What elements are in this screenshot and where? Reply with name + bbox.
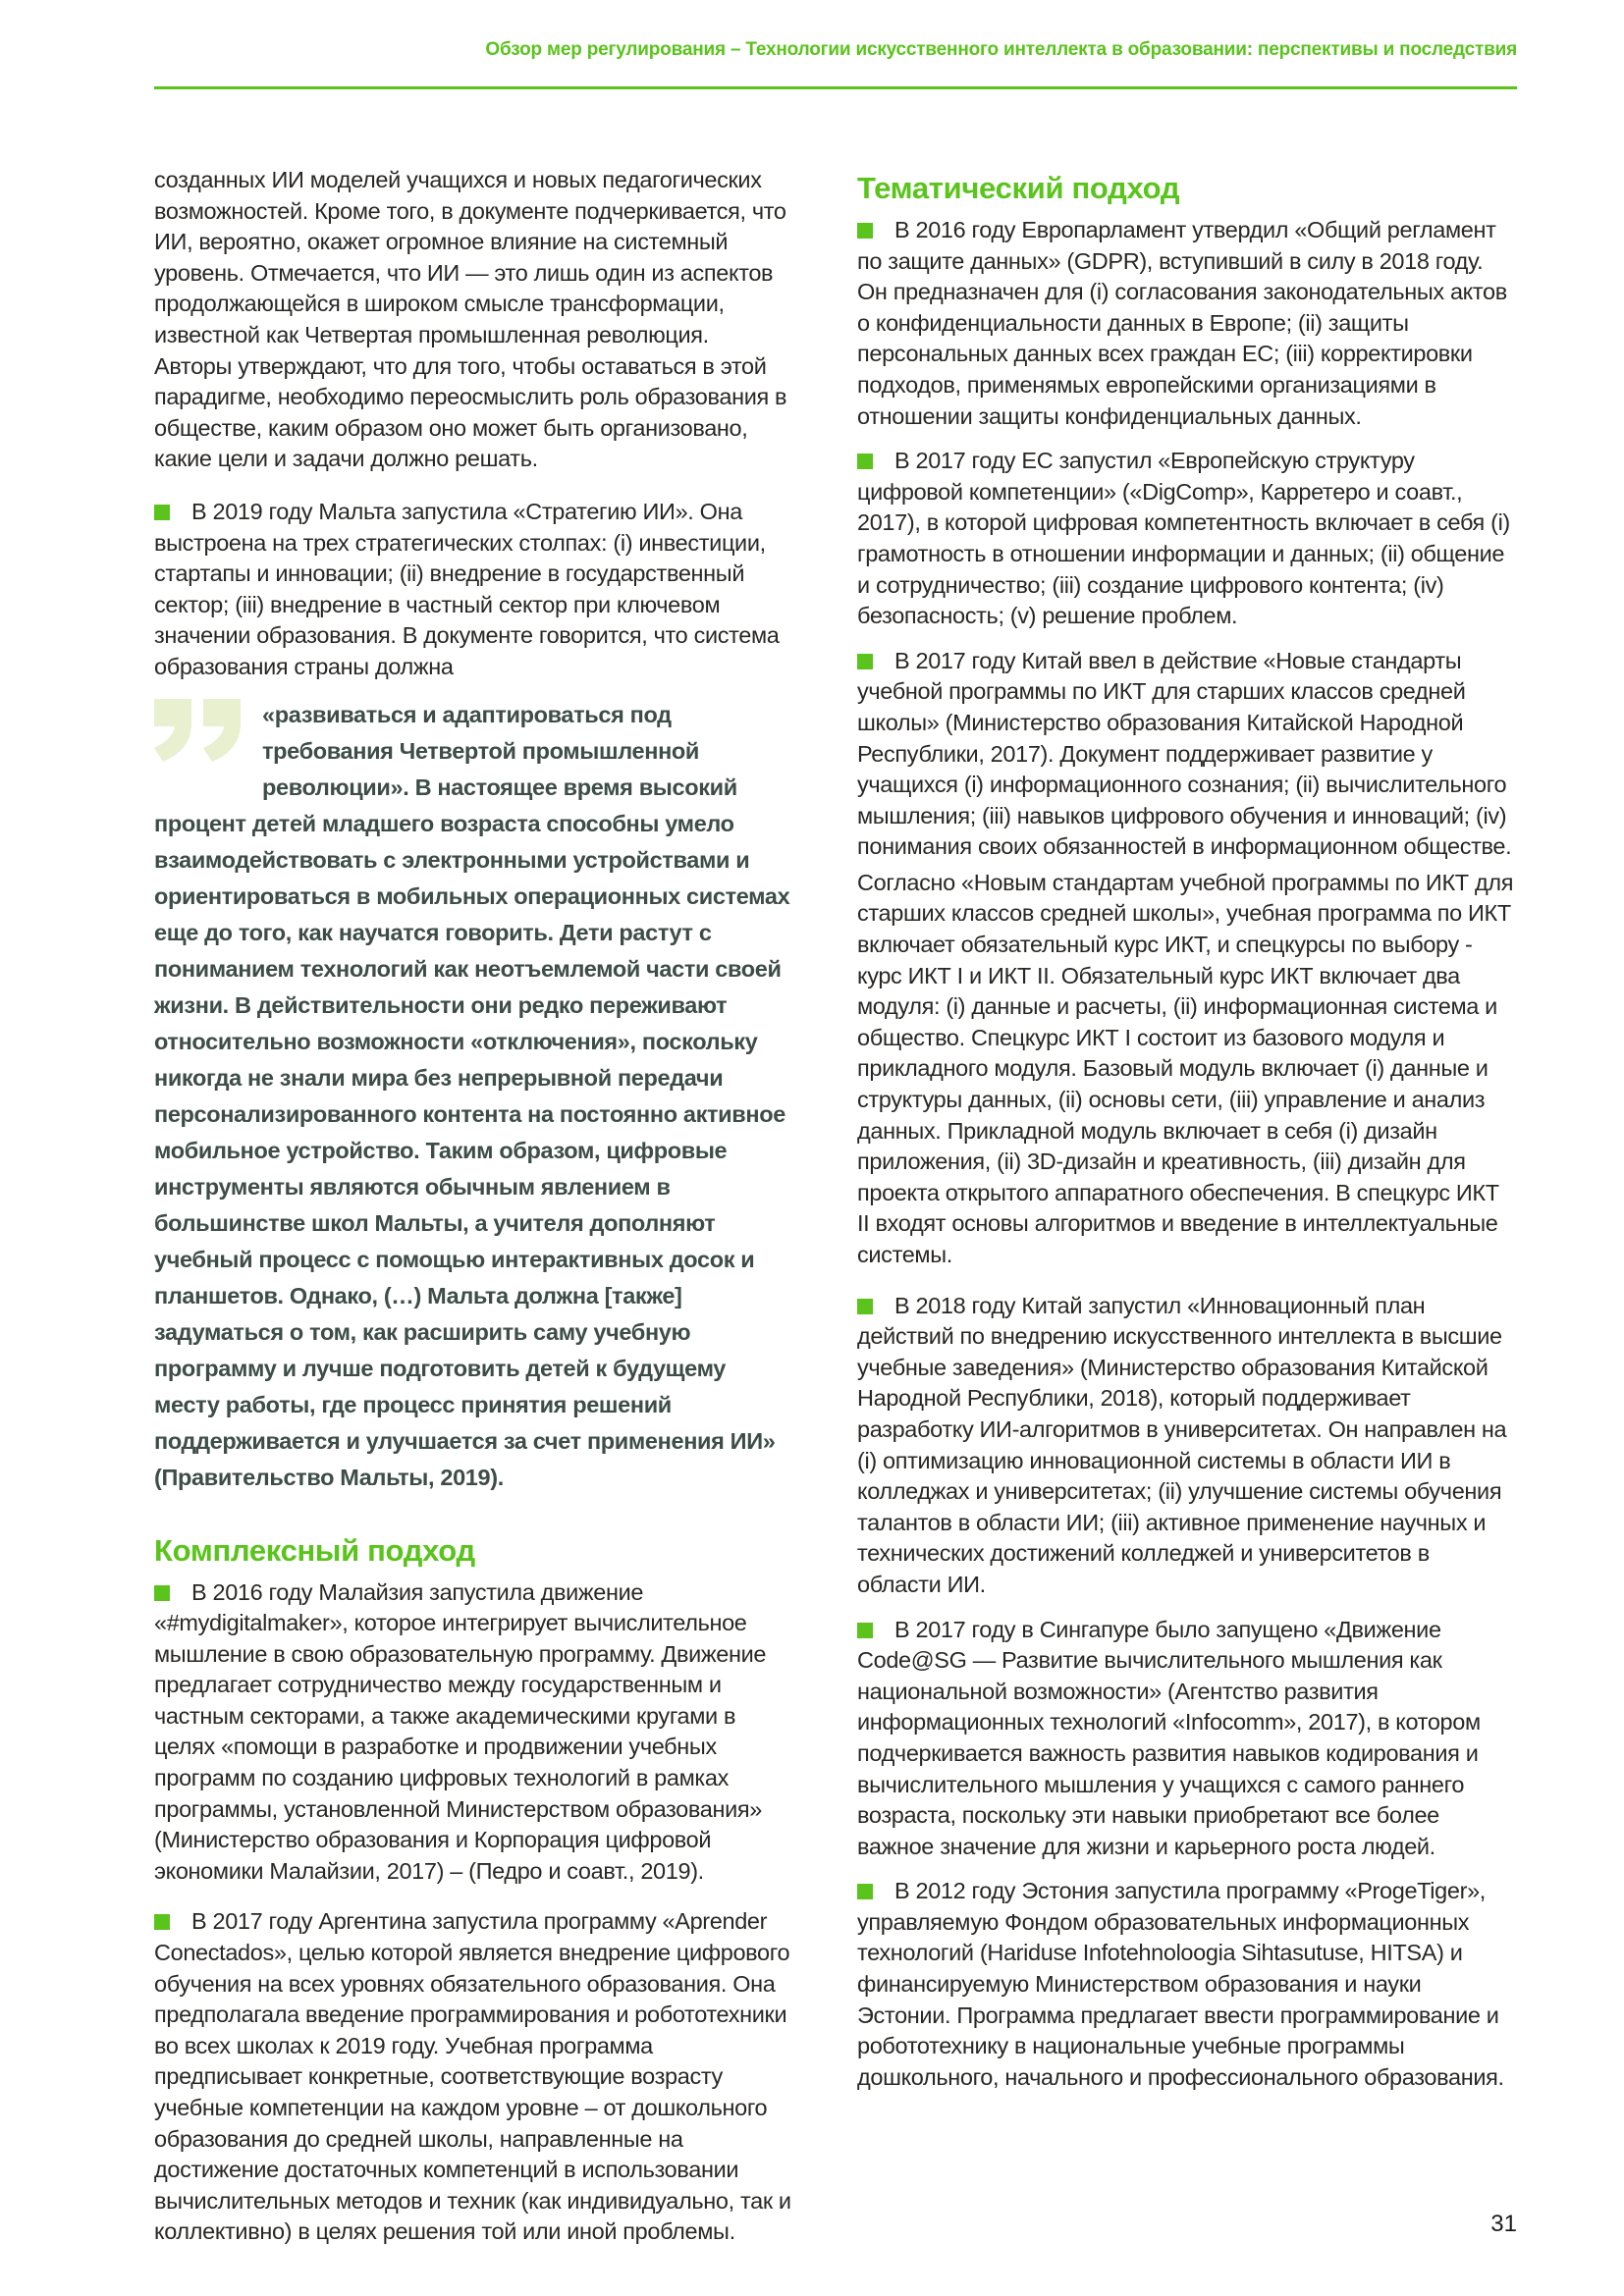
header-rule [154,86,1517,89]
paragraph-text: В 2012 году Эстония запустила программу «ProgeTiger», управляемую Фондом образовательных информационных технологий (Hariduse Infotehnoloogia Sihtasutuse, HITSA) и финансируемую Министерством образования и науки Эстонии. Программа предлагает ввести программирование и робототехнику в национальные учебные программы дошкольного, начального и профессионального образования. [857,1878,1504,2090]
bullet-item-gdpr [857,215,1517,432]
bullet-item-argentina [154,1906,792,2248]
bullet-square-icon [857,223,873,239]
running-title: Обзор мер регулирования – Технологии искусственного интеллекта в образовании: перспективы и последствия [485,39,1517,60]
paragraph-text: В 2017 году ЕС запустил «Европейскую структуру цифровой компетенции» («DigComp», Карретеро и соавт., 2017), в которой цифровая компетентность включает в себя (i) грамотность в отношении информации и данных; (ii) общение и сотрудничество; (iii) создание цифрового контента; (iv) безопасность; (v) решение проблем. [857,448,1510,629]
pull-quote [154,697,792,1496]
bullet-square-icon [857,1884,873,1899]
paragraph-text: В 2018 году Китай запустил «Инновационный план действий по внедрению искусственного интеллекта в высшие учебные заведения» (Министерство образования Китайской Народной Республики, 2018), который поддерживает разработку ИИ-алгоритмов в университетах. Он направлен на (i) оптимизацию инновационной системы в области ИИ в колледжах и университетах; (ii) улучшение системы обучения талантов в области ИИ; (iii) активное применение научных и технических достижений колледжей и университетов в области ИИ. [857,1292,1507,1597]
paragraph-text: В 2019 году Мальта запустила «Стратегию ИИ». Она выстроена на трех стратегических столпах: (i) инвестиции, стартапы и инновации; (ii) внедрение в государственный сектор; (iii) внедрение в частный сектор при ключевом значении образования. В документе говорится, что система образования страны должна [154,498,780,679]
bullet-item-estonia [857,1876,1517,2093]
bullet-item-china-ict [857,646,1517,863]
bullet-square-icon [154,1914,170,1930]
left-column [154,165,792,2248]
bullet-square-icon [857,1623,873,1638]
paragraph-text: В 2017 году Аргентина запустила программу «Aprender Conectados», целью которой является внедрение цифрового обучения на всех уровнях обязательного образования. Она предполагала введение программирования и робототехники во всех школах к 2019 году. Учебная программа предписывает конкретные, соответствующие возрасту учебные компетенции на каждом уровне – от дошкольного образования до средней школы, направленные на достижение достаточных компетенций в использовании вычислительных методов и техник (как индивидуально, так и коллективно) в целях решения той или иной проблемы. [154,1908,791,2245]
paragraph-text: В 2016 году Малайзия запустила движение «#mydigitalmaker», которое интегрирует вычислительное мышление в свою образовательную программу. Движение предлагает сотрудничество между государственным и частным секторами, а также академическими кругами в целях «помощи в разработке и продвижении учебных программ по созданию цифровых технологий в рамках программы, установленной Министерством образования» (Министерство образования и Корпорация цифровой экономики Малайзии, 2017) – (Педро и соавт., 2019). [154,1578,767,1884]
quote-text: «развиваться и адаптироваться под требования Четвертой промышленной революции». В настоящее время высокий процент детей младшего возраста способны умело взаимодействовать с электронными устройствами и ориентироваться в мобильных операционных системах еще до того, как научатся говорить. Дети растут с пониманием технологий как неотъемлемой части своей жизни. В действительности они редко переживают относительно возможности «отключения», поскольку никогда не знали мира без непрерывной передачи персонализированного контента на постоянно активное мобильное устройство. Таким образом, цифровые инструменты являются обычным явлением в большинстве школ Мальты, а учителя дополняют учебный процесс с помощью интерактивных досок и планшетов. Однако, (…) Мальта должна [также] задуматься о том, как расширить саму учебную программу и лучше подготовить детей к будущему месту работы, где процесс принятия решений поддерживается и улучшается за счет применения ИИ» (Правительство Мальты, 2019). [154,701,790,1490]
quote-mark-icon [154,697,262,774]
right-column [857,165,1517,2093]
bullet-square-icon [857,1299,873,1314]
intro-paragraph: созданных ИИ моделей учащихся и новых педагогических возможностей. Кроме того, в документе подчеркивается, что ИИ, вероятно, окажет огромное влияние на системный уровень. Отмечается, что ИИ — это лишь один из аспектов продолжающейся в широком смысле трансформации, известной как Четвертая промышленная революция. Авторы утверждают, что для того, чтобы оставаться в этой парадигме, необходимо переосмыслить роль образования в обществе, каким образом оно может быть организовано, какие цели и задачи должно решать. [154,167,787,472]
paragraph-text: В 2016 году Европарламент утвердил «Общий регламент по защите данных» (GDPR), вступивший в силу в 2018 году. Он предназначен для (i) согласования законодательных актов о конфиденциальности данных в Европе; (ii) защиты персональных данных всех граждан ЕС; (iii) корректировки подходов, применямых европейскими организациями в отношении защиты конфиденциальных данных. [857,217,1507,429]
bullet-square-icon [154,505,170,520]
section-heading-complex-approach: Комплексный подход [154,1532,475,1568]
bullet-item-malaysia [154,1577,792,1888]
china-ict-detail-paragraph: Согласно «Новым стандартам учебной программы по ИКТ для старших классов средней школы», учебная программа по ИКТ включает обязательный курс ИКТ, и спецкурсы по выбору - курс ИКТ I и ИКТ II. Обязательный курс ИКТ включает два модуля: (i) данные и расчеты, (ii) информационная система и общество. Спецкурс ИКТ I состоит из базового модуля и прикладного модуля. Базовый модуль включает (i) данные и структуры данных, (ii) основы сети, (iii) управление и анализ данных. Прикладной модуль включает в себя (i) дизайн приложения, (ii) 3D-дизайн и креативность, (iii) дизайн для проекта открытого аппаратного обеспечения. В спецкурс ИКТ II входят основы алгоритмов и введение в интеллектуальные системы. [857,869,1514,1267]
bullet-square-icon [857,654,873,669]
bullet-square-icon [154,1585,170,1601]
bullet-square-icon [857,454,873,469]
bullet-item-digcomp [857,446,1517,632]
paragraph-text: В 2017 году Китай ввел в действие «Новые стандарты учебной программы по ИКТ для старших классов средней школы» (Министерство образования Китайской Народной Республики, 2017). Документ поддерживает развитие у учащихся (i) информационного сознания; (ii) вычислительного мышления; (iii) навыков цифрового обучения и инноваций; (iv) понимания своих обязанностей в информационном обществе. [857,647,1512,860]
bullet-item-malta [154,497,792,683]
bullet-item-china-ai-plan [857,1291,1517,1601]
bullet-item-singapore [857,1615,1517,1863]
section-heading-thematic-approach: Тематический подход [857,171,1180,205]
paragraph-text: В 2017 году в Сингапуре было запущено «Движение Code@SG — Развитие вычислительного мышления как национальной возможности» (Агентство развития информационных технологий «Infocomm», 2017), в котором подчеркивается важность развития навыков кодирования и вычислительного мышления у учащихся с самого раннего возраста, поскольку эти навыки приобретают все более важное значение для жизни и карьерного роста людей. [857,1616,1481,1859]
page-number: 31 [1490,2211,1517,2237]
